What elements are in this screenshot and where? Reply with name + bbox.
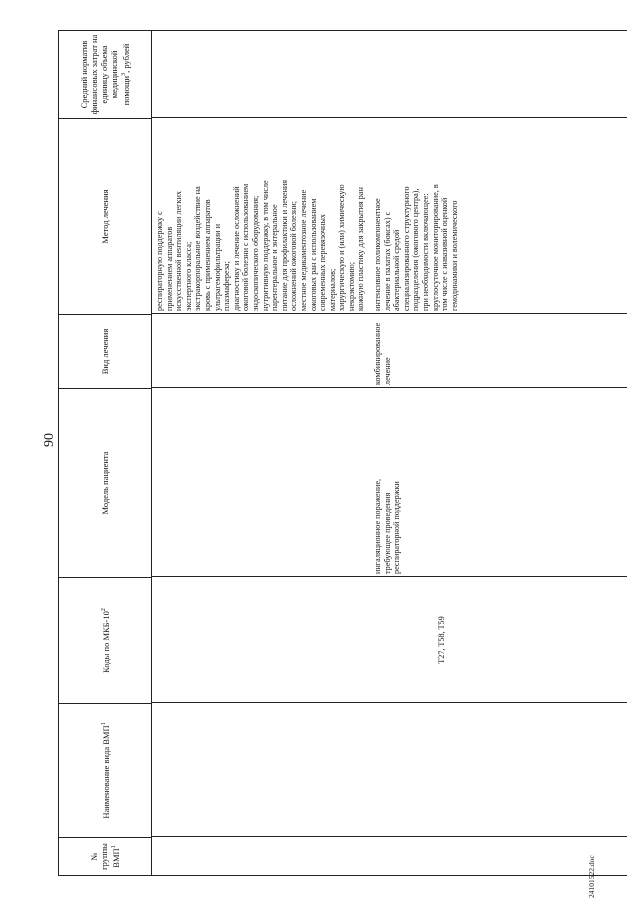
vmp-table — [58, 30, 627, 876]
header-patient-model: Модель пациента — [59, 388, 151, 577]
header-icd-codes: Коды по МКБ-$10^2$ — [59, 577, 151, 703]
row2-icd-codes: T27, T58, T59 — [437, 616, 446, 664]
column-divider — [151, 702, 627, 703]
header-treatment-method: Метод лечения — [59, 118, 151, 314]
column-divider — [151, 836, 627, 837]
page-number: 90 — [42, 433, 57, 447]
row2-treatment-type: комбинированное лечение — [373, 322, 392, 385]
row2-treatment-method: интенсивное поликомпонентное лечение в палатах (боксах) с абактериальной средой специализированного структурного подразделения (ожогового центра), при необходимости включающее: круглосуточное мониторирование, в том числе с инвазивной оценкой гемодинамики и волемического — [373, 184, 459, 311]
header-vmp-name: Наименование вида ВМП$^1$ — [59, 703, 151, 837]
table-header-row — [59, 30, 152, 875]
footer-document-code: 24101522.doc — [587, 855, 596, 898]
row2-patient-model: ингаляционное поражение, требующее проведения респираторной поддержки — [373, 478, 402, 574]
header-treatment-type: Вид лечения — [59, 314, 151, 388]
column-divider — [151, 30, 627, 31]
header-average-cost: Средний норматив финансовых затрат на единицу объема медицинской помощи$^3$, рублей — [59, 30, 151, 118]
header-group-number: № группы ВМП$^1$ — [59, 837, 151, 875]
row1-treatment-method: респираторную поддержку с применением аппаратов искусственной вентиляции легких экспертного класса; экстракорпоральное воздействие на кровь с применением аппаратов ультрагемофильтрации и плазмафереза; диагностику и лечение осложнений ожоговой болезни с использованием эндоскопического оборудования; нутритивную поддержку, в том числе парентеральное и энтеральное питание для профилактики и лечения осложнений ожоговой болезни; местное медикаментозное лечение ожоговых ран с использованием современных перевязочных материалов; хирургическую и (или) химическую некрэктомию; кожную пластику для закрытия ран — [155, 179, 366, 311]
